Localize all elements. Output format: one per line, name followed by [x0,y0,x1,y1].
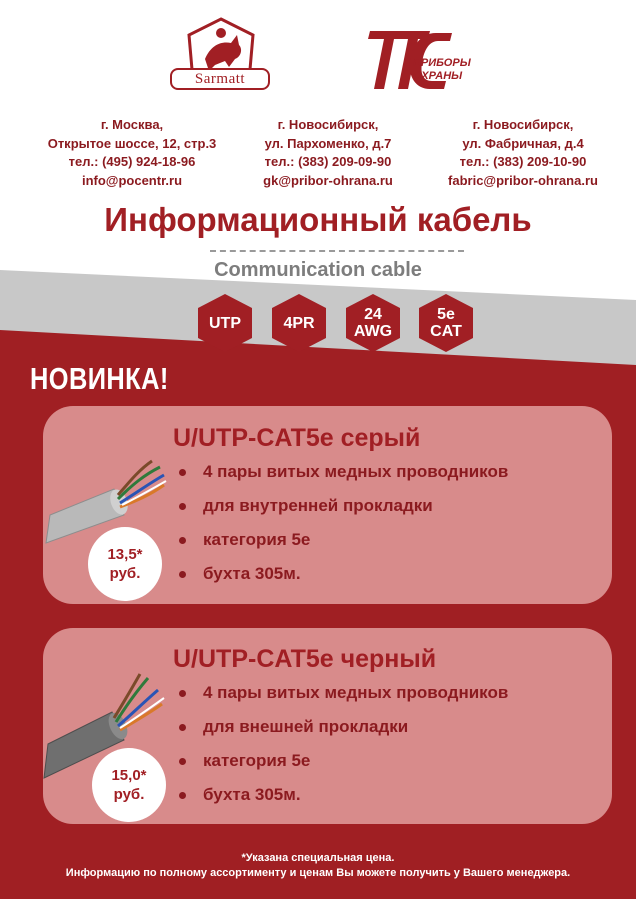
address-street: ул. Фабричная, д.4 [462,135,584,151]
address-email: info@pocentr.ru [81,172,183,188]
address-novosibirsk-1 [218,116,438,190]
footer-info: Информацию по полному ассортименту и ценам Вы можете получить у Вашего менеджера. [65,867,571,879]
address-city: г. Новосибирск, [277,117,379,132]
bullet-icon [179,758,186,765]
badge-utp: UTP [209,314,241,332]
pribory-logo-line2: ОХРАНЫ [413,70,463,82]
page-title: Информационный кабель [104,201,532,238]
badge-cat: 5e CAT [430,306,462,340]
feature-list [179,455,508,591]
bullet-icon [179,792,186,799]
new-product-label: НОВИНКА! [30,361,169,396]
feature-list [179,676,508,812]
badge-awg: 24 AWG [353,306,393,340]
list-item: 4 пары витых медных проводников [179,676,508,710]
price-currency: руб. [113,786,145,803]
list-item: для внутренней прокладки [179,489,508,523]
title-divider [210,250,464,252]
bullet-icon [179,724,186,731]
sarmat-logo-text: Sarmatt [170,68,270,90]
list-item: бухта 305м. [179,557,508,591]
price-value: 15,0* [111,767,147,784]
list-item: категория 5е [179,523,508,557]
price-badge [88,527,162,601]
product-title: U/UTP-CAT5e серый [173,424,421,452]
footer-note: *Указана специальная цена. [241,852,395,864]
price-badge [92,748,166,822]
address-phone: тел.: (383) 209-10-90 [459,154,587,169]
list-item: 4 пары витых медных проводников [179,455,508,489]
product-title: U/UTP-CAT5e черный [173,645,437,673]
address-moscow [22,116,242,190]
badge-4pr: 4PR [283,314,315,332]
address-novosibirsk-2 [413,116,633,190]
bullet-icon [179,469,186,476]
price-currency: руб. [109,565,141,582]
address-email: fabric@pribor-ohrana.ru [448,172,598,188]
bullet-icon [179,503,186,510]
address-city: г. Новосибирск, [472,117,574,132]
address-street: Открытое шоссе, 12, стр.3 [47,135,217,151]
address-street: ул. Пархоменко, д.7 [264,135,392,151]
address-phone: тел.: (495) 924-18-96 [68,154,196,169]
pribory-logo-line1: ПРИБОРЫ [413,57,471,69]
page-subtitle: Communication cable [214,259,422,281]
bullet-icon [179,571,186,578]
price-value: 13,5* [107,546,143,563]
bullet-icon [179,537,186,544]
address-phone: тел.: (383) 209-09-90 [264,154,392,169]
address-email: gk@pribor-ohrana.ru [263,172,393,188]
list-item: бухта 305м. [179,778,508,812]
address-city: г. Москва, [100,117,164,132]
list-item: категория 5е [179,744,508,778]
bullet-icon [179,690,186,697]
list-item: для внешней прокладки [179,710,508,744]
